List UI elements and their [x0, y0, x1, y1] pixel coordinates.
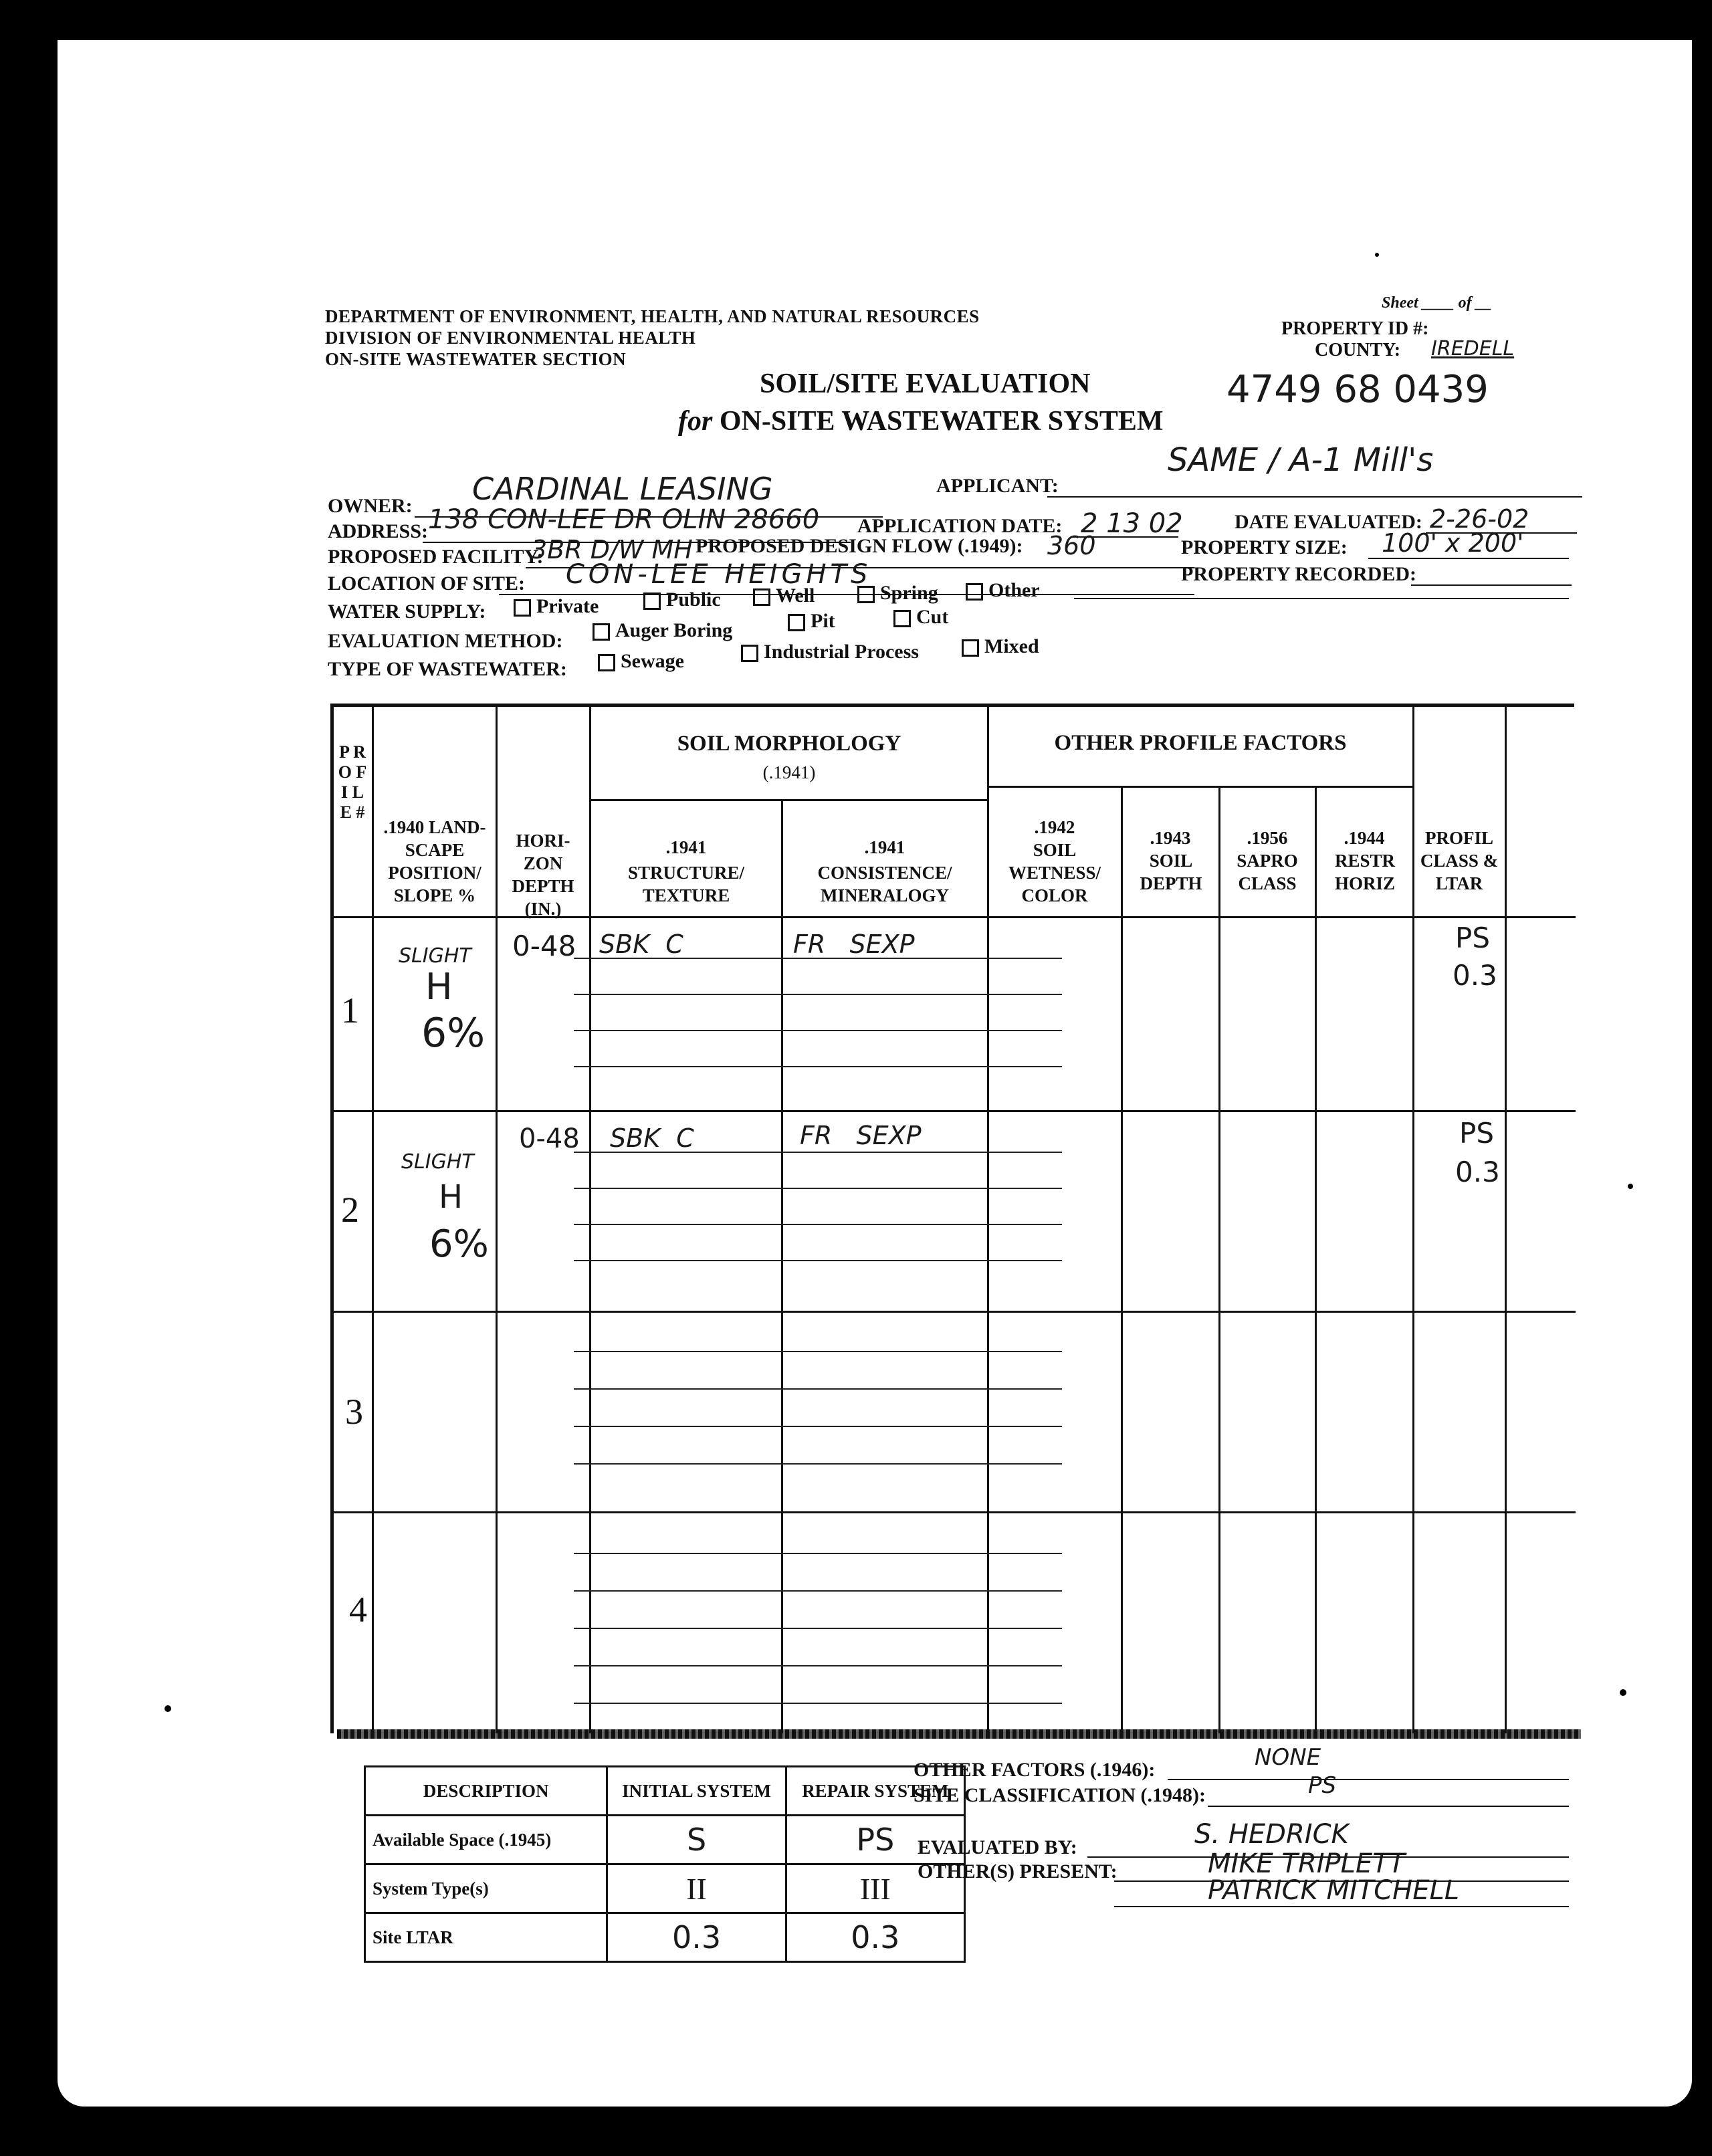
location-value: CON-LEE HEIGHTS: [566, 559, 872, 590]
division-heading: DIVISION OF ENVIRONMENTAL HEALTH: [325, 328, 696, 348]
waste-sewage-label: Sewage: [621, 650, 684, 672]
design-flow-value: 360: [1047, 531, 1096, 560]
profile-number: 3: [345, 1392, 363, 1432]
water-well-label: Well: [776, 584, 815, 607]
summary-repair-value: III: [786, 1864, 964, 1913]
eval-auger-checkbox[interactable]: [593, 619, 732, 642]
water-spring-label: Spring: [880, 582, 938, 604]
water-other-label: Other: [988, 579, 1040, 601]
col-landscape-position: .1940 LAND-SCAPE POSITION/ SLOPE %: [383, 817, 486, 905]
water-supply-label: WATER SUPPLY:: [328, 601, 486, 623]
col-soil-depth: SOIL DEPTH: [1140, 851, 1202, 893]
water-private-checkbox[interactable]: [514, 595, 599, 618]
form-page: [58, 40, 1692, 2107]
section-heading: ON-SITE WASTEWATER SECTION: [325, 349, 627, 369]
col-sapro-code: .1956: [1247, 828, 1288, 848]
date-evaluated-value: 2-26-02: [1430, 504, 1529, 534]
waste-mixed-checkbox[interactable]: [962, 635, 1039, 658]
scan-speck: [165, 1705, 171, 1712]
col-consistence-mineralogy: CONSISTENCE/ MINERALOGY: [817, 863, 952, 905]
owner-label: OWNER:: [328, 495, 413, 517]
col-wetness-code: .1942: [1034, 817, 1075, 837]
summary-row-label: System Type(s): [365, 1864, 607, 1913]
other-factors-value: NONE: [1255, 1744, 1321, 1771]
landscape-value: SLIGHT: [399, 944, 471, 968]
county-label: COUNTY:: [1315, 340, 1401, 360]
water-spring-checkbox[interactable]: [857, 582, 938, 605]
application-date-value: 2 13 02: [1081, 508, 1183, 539]
owner-value: CARDINAL LEASING: [472, 471, 773, 507]
profile-number: 1: [341, 990, 359, 1031]
scan-speck: [1620, 1689, 1626, 1696]
summary-repair-value: PS: [786, 1816, 964, 1864]
waste-industrial-checkbox[interactable]: [741, 641, 919, 663]
summary-repair-value: 0.3: [786, 1913, 964, 1962]
property-id-value: 4749 68 0439: [1226, 368, 1489, 411]
summary-initial-value: II: [607, 1864, 786, 1913]
system-summary-table: [364, 1765, 966, 1963]
summary-col-description: DESCRIPTION: [365, 1767, 607, 1816]
applicant-value: SAME / A-1 Mill's: [1168, 441, 1434, 479]
water-private-label: Private: [536, 595, 599, 617]
slope-value: 6%: [429, 1222, 489, 1266]
site-classification-label: SITE CLASSIFICATION (.1948):: [914, 1784, 1206, 1806]
consistence-value: FR SEXP: [793, 930, 915, 959]
address-label: ADDRESS:: [328, 520, 429, 542]
property-recorded-label: PROPERTY RECORDED:: [1181, 563, 1417, 585]
others-present-value: PATRICK MITCHELL: [1208, 1875, 1460, 1906]
col-sapro-class: SAPRO CLASS: [1237, 851, 1298, 893]
dept-heading: DEPARTMENT OF ENVIRONMENT, HEALTH, AND NATURAL RESOURCES: [325, 306, 980, 326]
col-profile-class-ltar: PROFIL CLASS & LTAR: [1420, 828, 1499, 893]
application-date-label: APPLICATION DATE:: [857, 515, 1063, 537]
form-title: SOIL/SITE EVALUATION: [760, 368, 1091, 399]
waste-sewage-checkbox[interactable]: [598, 650, 684, 673]
water-public-label: Public: [666, 588, 721, 611]
proposed-facility-label: PROPOSED FACILITY:: [328, 546, 544, 568]
col-horizon-depth: HORI-ZON DEPTH (IN.): [512, 831, 574, 919]
col-restrictive-horizon: RESTR HORIZ: [1334, 851, 1396, 893]
waste-mixed-label: Mixed: [984, 635, 1039, 657]
structure-value: SBK C: [610, 1123, 694, 1153]
evaluation-method-label: EVALUATION METHOD:: [328, 630, 563, 652]
county-value: IREDELL: [1431, 337, 1515, 360]
summary-row-available-space: [365, 1816, 965, 1864]
col-restr-code: .1944: [1344, 828, 1385, 848]
others-present-value: MIKE TRIPLETT: [1208, 1848, 1406, 1879]
col-soil-morphology: SOIL MORPHOLOGY: [677, 732, 901, 756]
col-structure-texture: STRUCTURE/ TEXTURE: [627, 863, 745, 905]
address-value: 138 CON-LEE DR OLIN 28660: [428, 504, 820, 535]
summary-row-site-ltar: [365, 1913, 965, 1962]
col-soil-morphology-code: (.1941): [762, 762, 816, 782]
location-label: LOCATION OF SITE:: [328, 572, 526, 595]
col-soil-wetness-color: SOIL WETNESS/ COLOR: [1008, 840, 1101, 905]
summary-row-label: Site LTAR: [365, 1913, 607, 1962]
waste-industrial-label: Industrial Process: [764, 641, 919, 663]
site-classification-value: PS: [1308, 1772, 1337, 1799]
scan-mark: [354, 2094, 435, 2103]
sheet-counter: Sheet ____ of __: [1382, 294, 1492, 312]
landscape-value: SLIGHT: [401, 1150, 474, 1174]
eval-pit-label: Pit: [811, 610, 835, 632]
property-size-label: PROPERTY SIZE:: [1181, 536, 1348, 558]
profile-number: 2: [341, 1190, 359, 1230]
date-evaluated-label: DATE EVALUATED:: [1235, 511, 1422, 533]
col-consistence-code: .1941: [864, 837, 905, 857]
profile-number: 4: [349, 1590, 367, 1630]
horizon-depth-value: 0-48: [512, 930, 576, 962]
summary-col-repair: REPAIR SYSTEM: [786, 1767, 964, 1816]
ltar-value: 0.3: [1453, 959, 1497, 992]
proposed-facility-value: 3BR D/W MH: [531, 535, 693, 564]
summary-initial-value: S: [607, 1816, 786, 1864]
others-present-label: OTHER(S) PRESENT:: [918, 1860, 1117, 1882]
structure-value: SBK C: [599, 930, 683, 959]
ltar-value: 0.3: [1455, 1156, 1500, 1188]
evaluated-by-label: EVALUATED BY:: [918, 1836, 1077, 1858]
eval-auger-label: Auger Boring: [615, 619, 733, 641]
profile-class-value: PS: [1459, 1117, 1494, 1150]
scan-speck: [1628, 1184, 1633, 1189]
col-structure-code: .1941: [665, 837, 707, 857]
summary-col-initial: INITIAL SYSTEM: [607, 1767, 786, 1816]
summary-row-system-type: [365, 1864, 965, 1913]
col-soil-depth-code: .1943: [1150, 828, 1191, 848]
evaluated-by-value: S. HEDRICK: [1194, 1819, 1349, 1850]
slope-value: 6%: [421, 1010, 486, 1057]
water-other-checkbox[interactable]: [966, 579, 1040, 602]
form-subtitle: ON-SITE WASTEWATER SYSTEM: [719, 406, 1164, 437]
property-size-value: 100' x 200': [1382, 528, 1524, 558]
design-flow-label: PROPOSED DESIGN FLOW (.1949):: [696, 535, 1023, 557]
property-id-label: PROPERTY ID #:: [1281, 318, 1429, 339]
landscape-value: H: [425, 966, 453, 1008]
summary-initial-value: 0.3: [607, 1913, 786, 1962]
scan-speck: [1375, 253, 1379, 257]
eval-pit-checkbox[interactable]: [788, 610, 835, 633]
horizon-depth-value: 0-48: [519, 1123, 580, 1154]
water-well-checkbox[interactable]: [753, 584, 815, 607]
wastewater-type-label: TYPE OF WASTEWATER:: [328, 658, 567, 680]
form-title-for: for: [678, 406, 713, 437]
applicant-label: APPLICANT:: [936, 475, 1059, 497]
col-profile-number: P R O F I L E #: [338, 742, 367, 822]
landscape-value: H: [439, 1178, 463, 1216]
consistence-value: FR SEXP: [800, 1121, 922, 1150]
other-factors-label: OTHER FACTORS (.1946):: [914, 1759, 1156, 1781]
col-other-profile-factors: OTHER PROFILE FACTORS: [1054, 731, 1347, 755]
eval-cut-checkbox[interactable]: [893, 606, 948, 629]
eval-cut-label: Cut: [916, 606, 949, 628]
profile-class-value: PS: [1455, 922, 1490, 954]
summary-row-label: Available Space (.1945): [365, 1816, 607, 1864]
water-public-checkbox[interactable]: [643, 588, 721, 611]
